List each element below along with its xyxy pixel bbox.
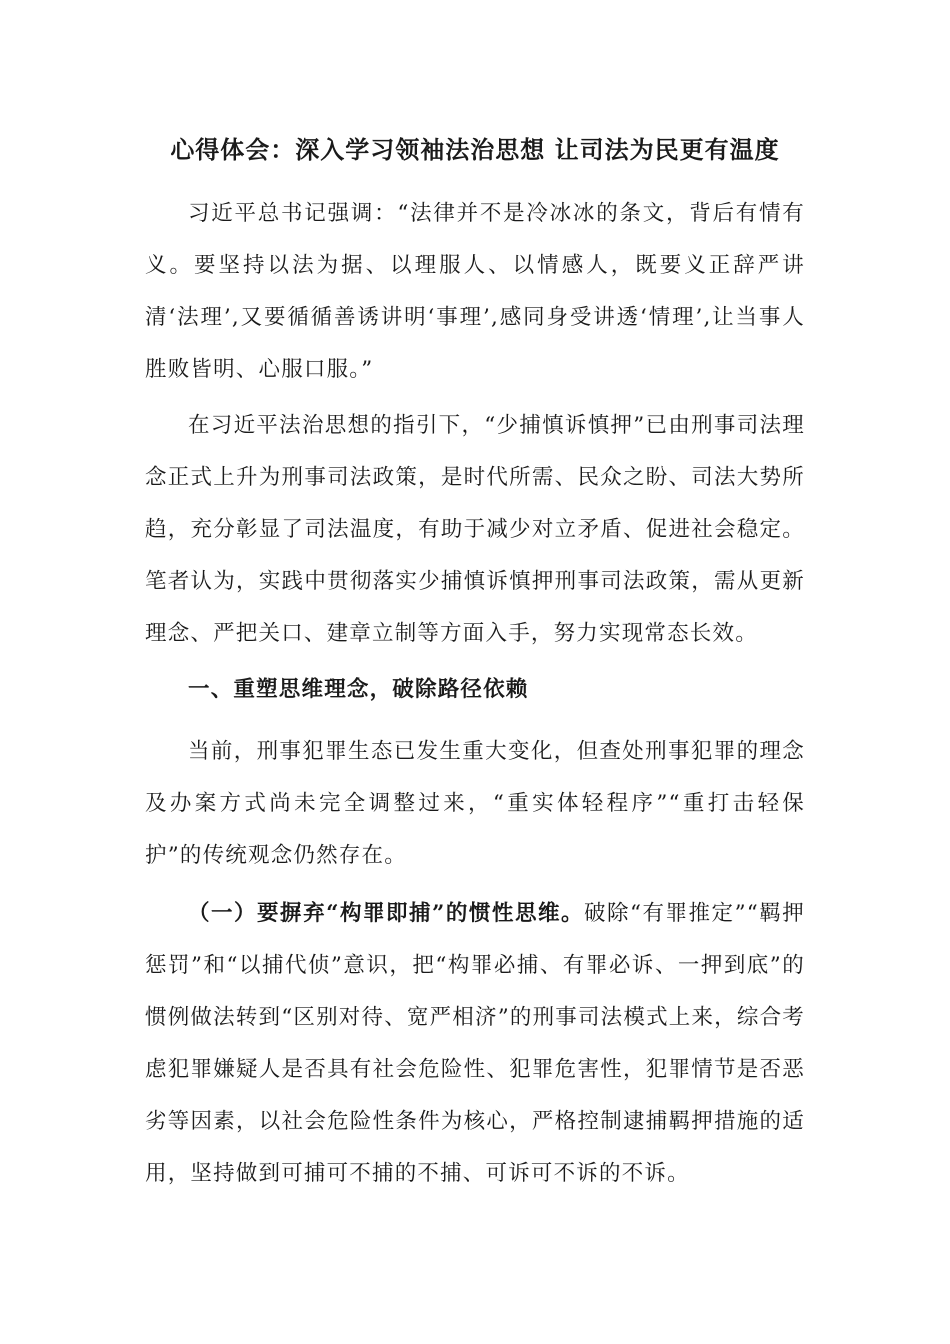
section-paragraph: 当前，刑事犯罪生态已发生重大变化，但查处刑事犯罪的理念及办案方式尚未完全调整过来，“重实体轻程序”“重打击轻保护”的传统观念仍然存在。 bbox=[145, 739, 805, 868]
paragraph-2: 在习近平法治思想的指引下，“少捕慎诉慎押”已由刑事司法理念正式上升为刑事司法政策，是时代所需、民众之盼、司法大势所趋，充分彰显了司法温度，有助于减少对立矛盾、促进社会稳定。笔者认为，实践中贯彻落实少捕慎诉慎押刑事司法政策，需从更新理念、严把关口、建章立制等方面入手，努力实现常态长效。 bbox=[145, 413, 805, 646]
subsection-lead: （一）要摒弃“构罪即捕”的惯性思维。 bbox=[188, 901, 584, 926]
paragraph-1: 习近平总书记强调：“法律并不是冷冰冰的条文，背后有情有义。要坚持以法为据、以理服人、以情感人，既要义正辞严讲清‘法理’,又要循循善诱讲明‘事理’,感同身受讲透‘情理’,让当事人胜败皆明、心服口服。” bbox=[145, 201, 805, 382]
subsection-paragraph bbox=[145, 888, 805, 1200]
subsection-body: 破除“有罪推定”“羁押惩罚”和“以捕代侦”意识，把“构罪必捕、有罪必诉、一押到底”的惯例做法转到“区别对待、宽严相济”的刑事司法模式上来，综合考虑犯罪嫌疑人是否具有社会危险性、犯罪危害性，犯罪情节是否恶劣等因素，以社会危险性条件为核心，严格控制逮捕羁押措施的适用，坚持做到可捕可不捕的不捕、可诉可不诉的不诉。 bbox=[145, 901, 805, 1186]
section-heading: 一、重塑思维理念，破除路径依赖 bbox=[188, 677, 529, 702]
document-title: 心得体会：深入学习领袖法治思想 让司法为民更有温度 bbox=[170, 135, 780, 164]
